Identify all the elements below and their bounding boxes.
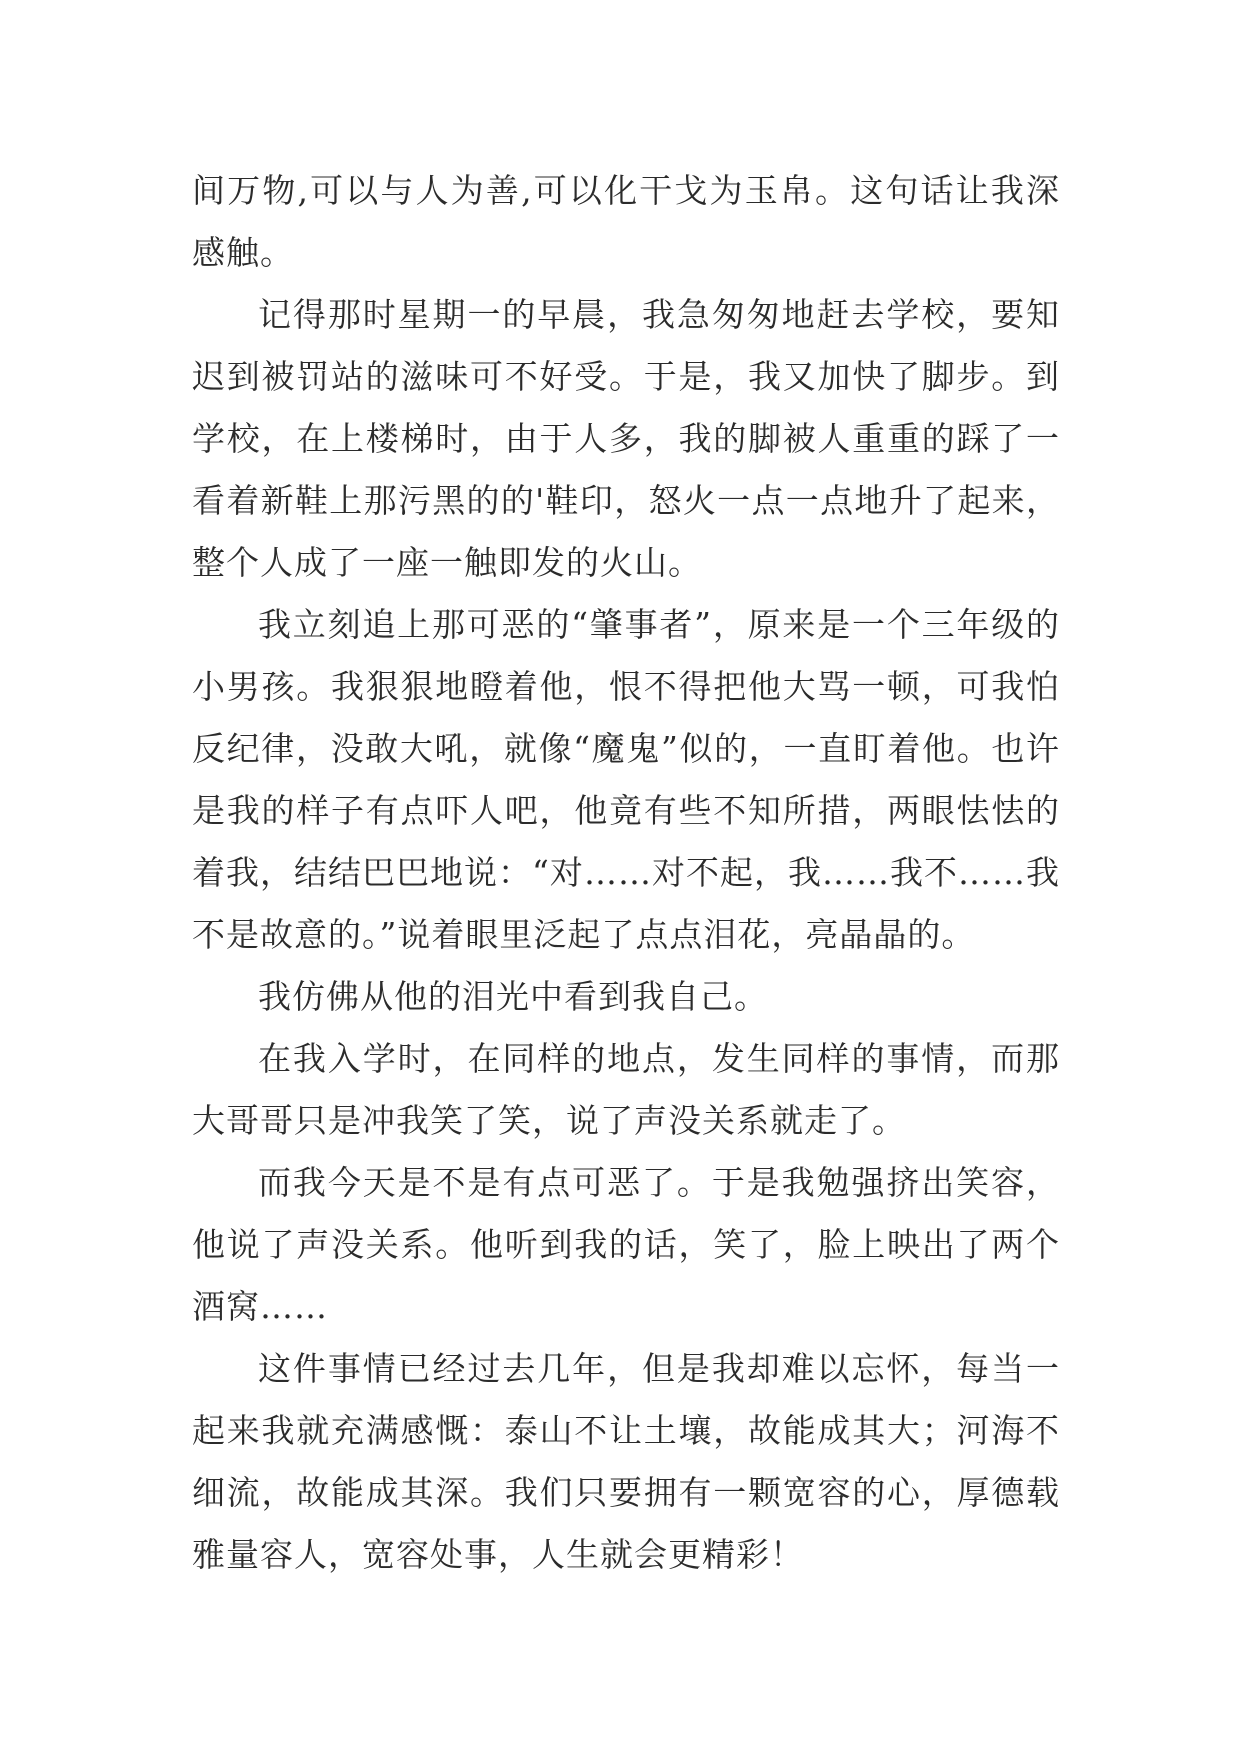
text-line: 间万物,可以与人为善,可以化干戈为玉帛。这句话让我深 [192,171,1060,210]
text-line: 是我的样子有点吓人吧，他竟有些不知所措，两眼怯怯的 [192,791,1060,830]
text-line: 大哥哥只是冲我笑了笑，说了声没关系就走了。 [192,1101,906,1140]
body-text [192,160,1060,1586]
text-line: 看着新鞋上那污黑的的'鞋印，怒火一点一点地升了起来， [192,481,1060,520]
paragraph-first-line: 在我入学时，在同样的地点，发生同样的事情，而那 [258,1039,1060,1078]
paragraph-first-line: 这件事情已经过去几年，但是我却难以忘怀，每当一 [258,1349,1060,1388]
text-line: 小男孩。我狠狠地瞪着他，恨不得把他大骂一顿，可我怕 [192,667,1060,706]
text-line: 着我，结结巴巴地说：“对……对不起，我……我不……我 [192,853,1060,892]
paragraph-first-line: 记得那时星期一的早晨，我急匆匆地赶去学校，要知 [258,295,1060,334]
text-line: 细流，故能成其深。我们只要拥有一颗宽容的心，厚德载 [192,1473,1060,1512]
paragraph-first-line: 我立刻追上那可恶的“肇事者”，原来是一个三年级的 [258,605,1060,644]
text-line: 起来我就充满感慨：泰山不让土壤，故能成其大；河海不 [192,1411,1060,1450]
text-line: 迟到被罚站的滋味可不好受。于是，我又加快了脚步。到 [192,357,1060,396]
text-line: 整个人成了一座一触即发的火山。 [192,543,702,582]
text-line: 他说了声没关系。他听到我的话，笑了，脸上映出了两个 [192,1225,1060,1264]
text-line: 雅量容人，宽容处事，人生就会更精彩！ [192,1535,804,1574]
paragraph-first-line: 而我今天是不是有点可恶了。于是我勉强挤出笑容， [258,1163,1060,1202]
text-line: 酒窝…… [192,1287,328,1326]
paragraph-first-line: 我仿佛从他的泪光中看到我自己。 [258,977,768,1016]
text-line: 感触。 [192,233,294,272]
text-line: 学校，在上楼梯时，由于人多，我的脚被人重重的踩了一 [192,419,1060,458]
text-line: 反纪律，没敢大吼，就像“魔鬼”似的，一直盯着他。也许 [192,729,1060,768]
text-line: 不是故意的。”说着眼里泛起了点点泪花，亮晶晶的。 [192,915,976,954]
